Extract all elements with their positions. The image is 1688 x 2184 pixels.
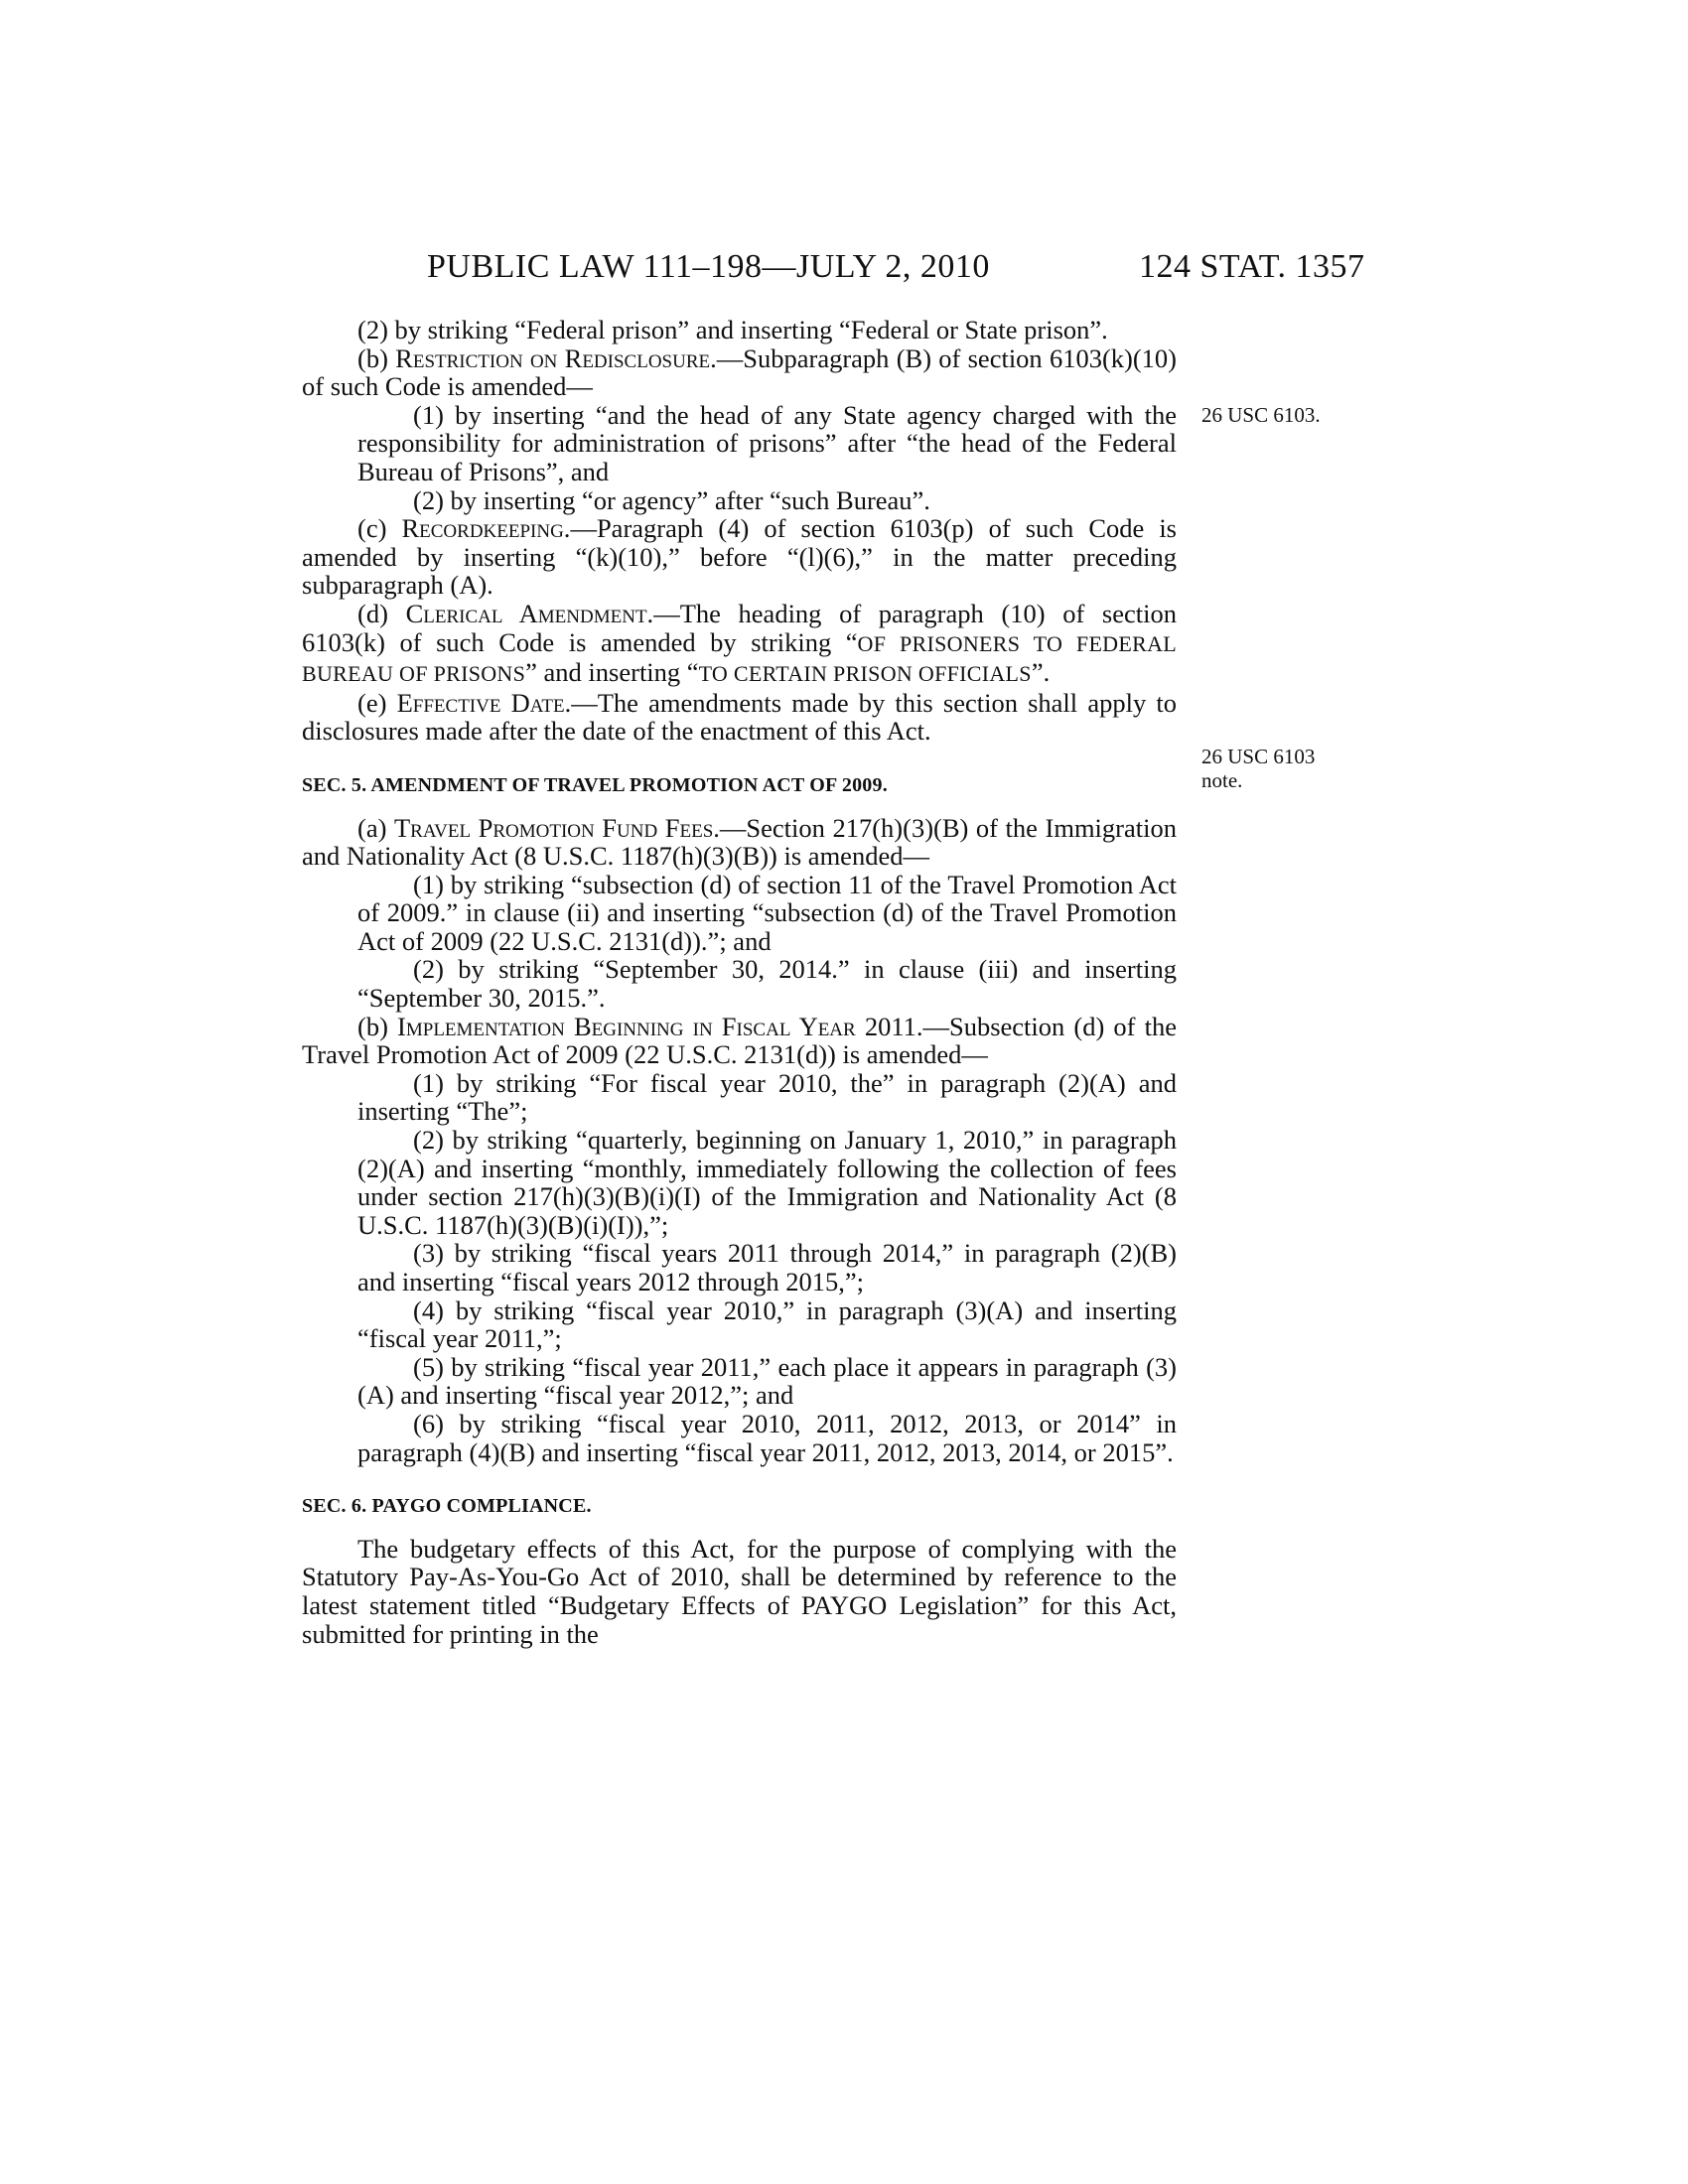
section-6-text: The budgetary effects of this Act, for the purpose of complying with the Statutory Pay-As-You-Go Act of 2010, shall be determined by reference to the latest statement titled “Budgetary Effects of PAYGO Legislation” for this Act, submitted for printing in the	[302, 1533, 1177, 1649]
paragraph-b1	[302, 401, 1177, 486]
paragraph-b2-text: (2) by inserting “or agency” after “such Bureau”.	[413, 484, 930, 515]
section-5-a-paragraph-1: (1) by striking “subsection (d) of section 11 of the Travel Promotion Act of 2009.” in clause (ii) and inserting “subsection (d) of the Travel Promotion Act of 2009 (22 U.S.C. 2131(d)).”; and	[357, 869, 1177, 956]
paragraph-b1-text: (1) by inserting “and the head of any State agency charged with the responsibility for administration of prisons” after “the head of the Federal Bureau of Prisons”, and	[357, 399, 1177, 486]
page-number-statute: 124 STAT. 1357	[1139, 248, 1365, 285]
section-5-b-paragraph-4: (4) by striking “fiscal year 2010,” in paragraph (3)(A) and inserting “fiscal year 2011,”;	[357, 1295, 1177, 1354]
margin-citation-2-line2: note.	[1201, 768, 1243, 792]
subsection-e	[302, 689, 1177, 746]
subsection-c	[302, 514, 1177, 600]
section-5-a-text: —Section 217(h)(3)(B) of the Immigration and Nationality Act (8 U.S.C. 1187(h)(3)(B)) is amended—	[302, 812, 1177, 872]
paragraph-b2	[302, 486, 1177, 515]
running-header-title: PUBLIC LAW 111–198—JULY 2, 2010	[427, 248, 990, 285]
subsection-b-lead: (b)	[357, 342, 396, 373]
subsection-b-text: —Subparagraph (B) of section 6103(k)(10) of such Code is amended—	[302, 342, 1177, 402]
subsection-d-caps-2: TO CERTAIN PRISON OFFICIALS	[698, 661, 1032, 687]
subsection-b-heading: Restriction on Redisclosure.	[395, 342, 717, 373]
subsection-e-text: —The amendments made by this section shall apply to disclosures made after the date of the enactment of this Act.	[302, 687, 1177, 747]
margin-citation-1: 26 USC 6103.	[1201, 403, 1321, 427]
subsection-c-lead: (c)	[357, 513, 402, 544]
subsection-d	[302, 600, 1177, 689]
subsection-d-heading: Clerical Amendment.	[405, 598, 654, 628]
section-5-a-lead: (a)	[357, 812, 394, 843]
subsection-d-text-1: —The heading of paragraph (10) of section 6103(k) of such Code is amended by striking “	[302, 598, 1177, 657]
subsection-e-heading: Effective Date.	[396, 687, 572, 718]
subsection-d-caps-1: OF PRISONERS TO FEDERAL BUREAU OF PRISONS	[302, 630, 1178, 687]
section-5-b-text: —Subsection (d) of the Travel Promotion Act of 2009 (22 U.S.C. 2131(d)) is amended—	[302, 1011, 1177, 1070]
subsection-b	[302, 344, 1177, 401]
section-6-heading: SEC. 6. PAYGO COMPLIANCE.	[302, 1495, 592, 1518]
section-5-b-paragraph-5: (5) by striking “fiscal year 2011,” each place it appears in paragraph (3)(A) and inserting “fiscal year 2012,”; and	[357, 1351, 1177, 1411]
subsection-d-text-2: ” and inserting “	[525, 657, 699, 688]
section-5-b-heading: Implementation Beginning in Fiscal Year 2011.	[397, 1011, 923, 1041]
subsection-d-lead: (d)	[357, 598, 406, 628]
section-5-a-heading: Travel Promotion Fund Fees.	[393, 812, 720, 843]
section-5-b-paragraph-2: (2) by striking “quarterly, beginning on January 1, 2010,” in paragraph (2)(A) and inserting “monthly, immediately following the collection of fees under section 217(h)(3)(B)(i)(I) of the Immigration and Nationality Act (8 U.S.C. 1187(h)(3)(B)(i)(I)),”;	[357, 1125, 1177, 1240]
section-5-a-paragraph-2: (2) by striking “September 30, 2014.” in clause (iii) and inserting “September 30, 2015.”.	[357, 954, 1177, 1014]
section-5-b-paragraph-3: (3) by striking “fiscal years 2011 through 2014,” in paragraph (2)(B) and inserting “fiscal years 2012 through 2015,”;	[357, 1238, 1177, 1297]
subsection-e-lead: (e)	[357, 687, 397, 718]
body-text	[302, 316, 1177, 1648]
subsection-c-text: —Paragraph (4) of section 6103(p) of such Code is amended by inserting “(k)(10),” before “(l)(6),” in the matter preceding subparagraph (A).	[302, 513, 1177, 601]
section-5-b-paragraph-6: (6) by striking “fiscal year 2010, 2011, 2012, 2013, or 2014” in paragraph (4)(B) and inserting “fiscal year 2011, 2012, 2013, 2014, or 2015”.	[357, 1408, 1177, 1467]
margin-citation-2-line1: 26 USC 6103	[1201, 745, 1316, 768]
section-5-b-paragraph-1: (1) by striking “For fiscal year 2010, the” in paragraph (2)(A) and inserting “The”;	[357, 1067, 1177, 1127]
paragraph-a2-text: (2) by striking “Federal prison” and inserting “Federal or State prison”.	[357, 315, 1108, 344]
subsection-d-text-3: ”.	[1031, 657, 1051, 688]
section-5-heading: SEC. 5. AMENDMENT OF TRAVEL PROMOTION ACT OF 2009.	[302, 773, 888, 796]
margin-citation-2	[1201, 745, 1315, 792]
paragraph-a2	[302, 316, 1177, 344]
section-5-subsection-a	[302, 814, 1177, 871]
section-5-subsection-b	[302, 1013, 1177, 1069]
section-5-b-lead: (b)	[357, 1011, 398, 1041]
subsection-c-heading: Recordkeeping.	[401, 513, 571, 544]
